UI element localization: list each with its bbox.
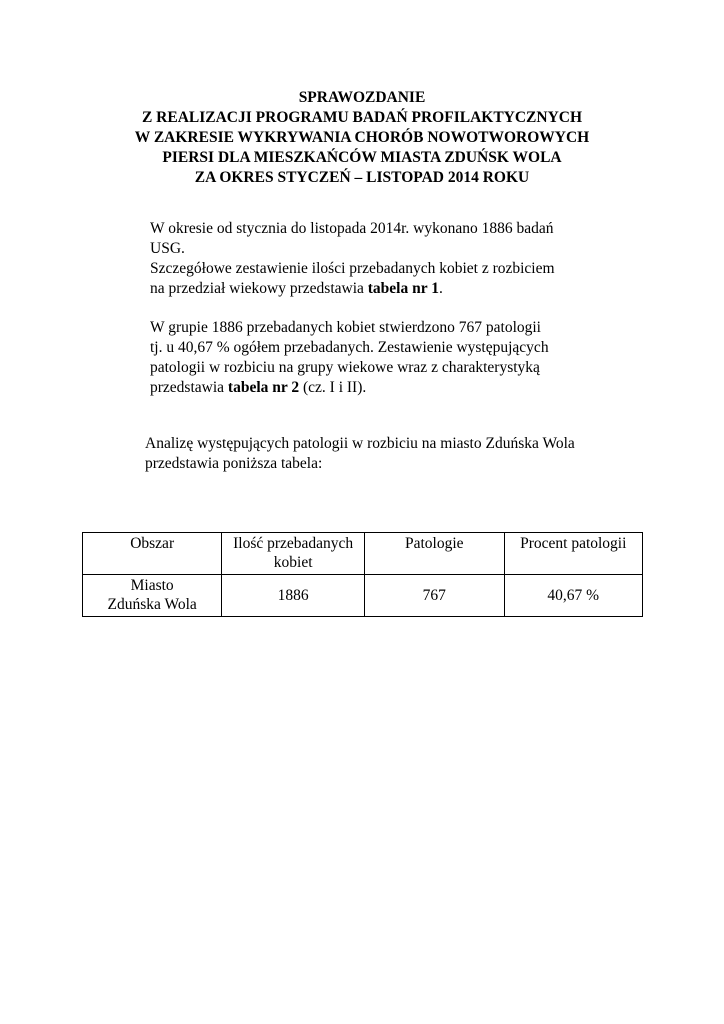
- report-title: [0, 88, 724, 188]
- table-2-reference: tabela nr 2: [227, 379, 300, 396]
- paragraph-city-analysis: [145, 434, 575, 474]
- para2-line-4-end: (cz. I i II).: [299, 379, 367, 396]
- title-line-5: ZA OKRES STYCZEŃ – LISTOPAD 2014 ROKU: [194, 169, 530, 186]
- para3-line-1: Analizę występujących patologii w rozbiciu na miasto Zduńska Wola: [145, 435, 575, 452]
- para2-line-4-text: przedstawia: [150, 379, 228, 396]
- para2-line-2: tj. u 40,67 % ogółem przebadanych. Zestawienie występujących: [150, 339, 549, 356]
- para1-line-3: Szczegółowe zestawienie ilości przebadanych kobiet z rozbiciem: [150, 260, 555, 277]
- paragraph-pathology-summary: [150, 318, 549, 398]
- header-percent: Procent patologii: [504, 533, 642, 575]
- para1-line-1: W okresie od stycznia do listopada 2014r. wykonano 1886 badań: [150, 220, 554, 237]
- para1-line-4-end: .: [438, 280, 443, 297]
- title-line-1: SPRAWOZDANIE: [298, 89, 426, 106]
- cell-pathologies: 767: [364, 575, 504, 617]
- table-1-reference: tabela nr 1: [367, 280, 439, 297]
- paragraph-usg-summary: [150, 219, 555, 299]
- para1-line-2: USG.: [150, 240, 185, 257]
- header-pathologies: Patologie: [364, 533, 504, 575]
- cell-examined: 1886: [222, 575, 365, 617]
- para3-line-2: przedstawia poniższa tabela:: [145, 455, 323, 472]
- cell-percent: 40,67 %: [504, 575, 642, 617]
- para1-line-4-text: na przedział wiekowy przedstawia: [150, 280, 368, 297]
- para2-line-3: patologii w rozbiciu na grupy wiekowe wraz z charakterystyką: [150, 359, 540, 376]
- title-line-4: PIERSI DLA MIESZKAŃCÓW MIASTA ZDUŃSK WOLA: [162, 149, 562, 166]
- table-row: [83, 575, 643, 617]
- header-area: Obszar: [83, 533, 222, 575]
- pathology-table: [82, 532, 643, 617]
- cell-area-line-1: Miasto: [130, 577, 174, 594]
- header-examined: [222, 533, 365, 575]
- header-examined-line-2: kobiet: [273, 554, 313, 571]
- title-line-3: W ZAKRESIE WYKRYWANIA CHORÓB NOWOTWOROWYCH: [134, 129, 590, 146]
- para1-line-4: [150, 279, 555, 299]
- title-line-2: Z REALIZACJI PROGRAMU BADAŃ PROFILAKTYCZNYCH: [141, 109, 583, 126]
- header-examined-line-1: Ilość przebadanych: [233, 535, 354, 552]
- table-header-row: [83, 533, 643, 575]
- para2-line-1: W grupie 1886 przebadanych kobiet stwierdzono 767 patologii: [150, 319, 541, 336]
- para2-line-4: [150, 378, 549, 398]
- cell-area: [83, 575, 222, 617]
- cell-area-line-2: Zduńska Wola: [107, 596, 197, 613]
